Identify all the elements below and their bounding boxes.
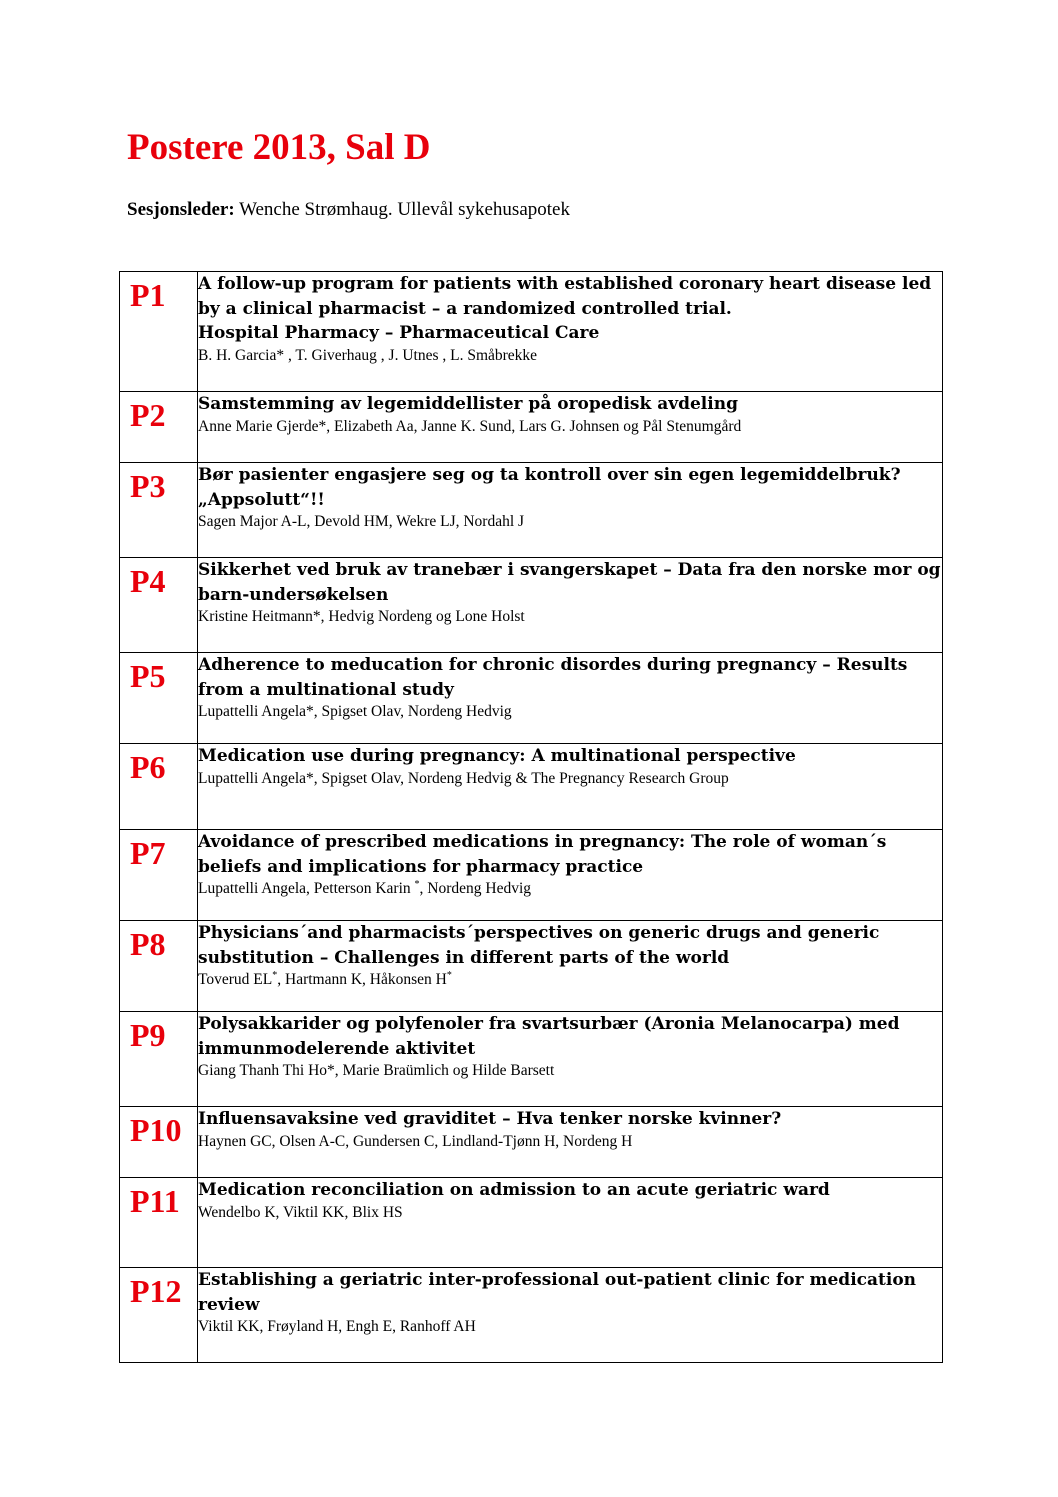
poster-number: P11 [130,1183,180,1219]
table-row [120,392,943,463]
poster-authors: B. H. Garcia* , T. Giverhaug , J. Utnes , L. Småbrekke [198,346,538,364]
table-row [120,463,943,558]
table-row [120,921,943,1012]
table-row [120,653,943,744]
table-row [120,830,943,921]
poster-authors: Wendelbo K, Viktil KK, Blix HS [198,1203,403,1221]
poster-title: Physicians´and pharmacists´perspectives on generic drugs and generic substitution – Challenges in different parts of the world [198,923,880,968]
table-row [120,1268,943,1363]
poster-table [119,271,943,1363]
poster-title: Bør pasienter engasjere seg og ta kontroll over sin egen legemiddelbruk? „Appsolutt“!! [198,465,901,510]
poster-number: P4 [130,563,166,599]
table-row [120,1012,943,1107]
session-leader-label: Sesjonsleder: [127,199,235,220]
poster-authors: Kristine Heitmann*, Hedvig Nordeng og Lone Holst [198,608,525,625]
poster-title: A follow-up program for patients with established coronary heart disease led by a clinical pharmacist – a randomized controlled trial. [198,274,932,319]
poster-number: P3 [130,468,166,504]
poster-authors: Lupattelli Angela, Petterson Karin *, Nordeng Hedvig [198,878,532,897]
poster-title: Medication reconciliation on admission to an acute geriatric ward [198,1180,830,1200]
poster-authors: Giang Thanh Thi Ho*, Marie Braümlich og Hilde Barsett [198,1062,555,1079]
poster-title: Establishing a geriatric inter-professional out-patient clinic for medication review [198,1270,917,1315]
table-row [120,744,943,830]
poster-number: P9 [130,1017,166,1053]
poster-subtitle: Hospital Pharmacy – Pharmaceutical Care [198,323,600,343]
poster-authors: Sagen Major A-L, Devold HM, Wekre LJ, Nordahl J [198,513,525,530]
poster-number: P10 [130,1112,182,1148]
poster-number: P8 [130,926,166,962]
session-leader [127,199,570,222]
poster-title: Influensavaksine ved graviditet – Hva tenker norske kvinner? [198,1109,782,1129]
poster-number: P12 [130,1273,182,1309]
poster-authors: Haynen GC, Olsen A-C, Gundersen C, Lindland-Tjønn H, Nordeng H [198,1132,633,1150]
poster-number: P7 [130,835,166,871]
poster-number: P6 [130,749,166,785]
session-leader-name: Wenche Strømhaug. Ullevål sykehusapotek [239,199,570,220]
poster-title: Adherence to meducation for chronic disordes during pregnancy – Results from a multinational study [198,655,908,700]
poster-authors: Viktil KK, Frøyland H, Engh E, Ranhoff AH [198,1318,476,1335]
poster-number: P1 [130,277,166,313]
poster-authors: Anne Marie Gjerde*, Elizabeth Aa, Janne K. Sund, Lars G. Johnsen og Pål Stenumgård [198,417,742,435]
poster-number: P2 [130,397,166,433]
poster-authors: Lupattelli Angela*, Spigset Olav, Nordeng Hedvig [198,703,512,720]
poster-title: Polysakkarider og polyfenoler fra svartsurbær (Aronia Melanocarpa) med immunmodelerende aktivitet [198,1014,900,1059]
poster-title: Avoidance of prescribed medications in pregnancy: The role of woman´s beliefs and implications for pharmacy practice [198,832,887,877]
poster-title: Medication use during pregnancy: A multinational perspective [198,746,796,766]
table-row [120,272,943,392]
poster-title: Samstemming av legemiddellister på oropedisk avdeling [198,394,738,414]
poster-authors: Lupattelli Angela*, Spigset Olav, Nordeng Hedvig & The Pregnancy Research Group [198,769,729,787]
table-row [120,558,943,653]
poster-title: Sikkerhet ved bruk av tranebær i svangerskapet – Data fra den norske mor og barn-undersøkelsen [198,560,941,605]
poster-authors: Toverud EL*, Hartmann K, Håkonsen H* [198,969,452,988]
table-row [120,1178,943,1268]
page-title: Postere 2013, Sal D [127,127,431,168]
table-row [120,1107,943,1178]
poster-number: P5 [130,658,166,694]
